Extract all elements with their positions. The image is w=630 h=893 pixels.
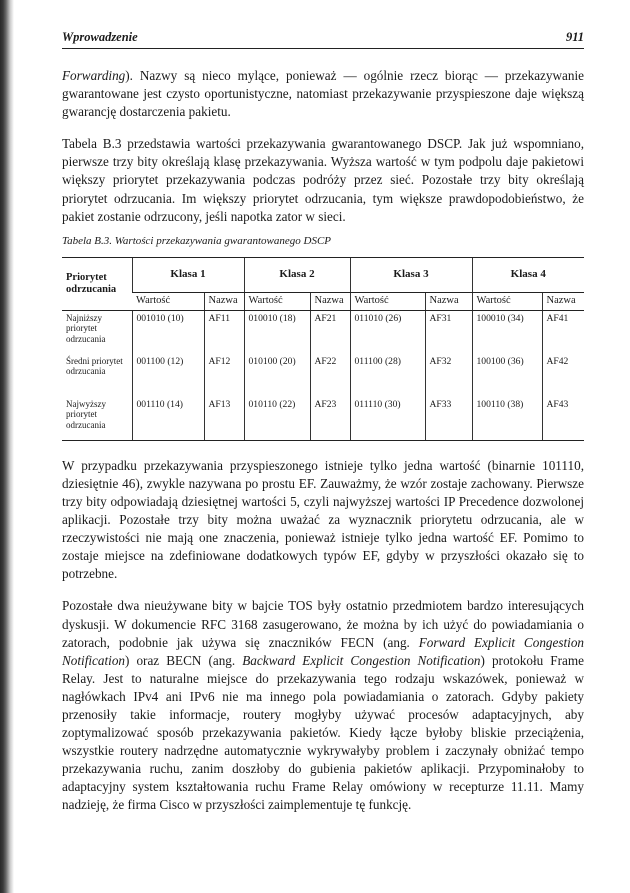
- value-cell: 001010 (10): [132, 310, 204, 354]
- text-segment: Tabela B.3 przedstawia wartości przekazywania gwarantowanego DSCP. Jak już wspomniano, pierwsze trzy bity określają klasę przekazywania. Wyższa wartość w tym podpolu daje pakietowi większy priorytet przekazywania podczas podróży przez sieć. Pozostałe trzy bity określają priorytet odrzucania. Im większy priorytet odrzucania, tym większe prawdopodobieństwo, że pakiet zostanie odrzucony, jeśli napotka zator w sieci.: [62, 136, 584, 224]
- text-segment: ). Nazwy są nieco mylące, ponieważ — ogólnie rzecz biorąc — przekazywanie gwarantowane jest czysto oportunistyczne, natomiast przekazywanie przyspieszone daje większą gwarancję dostarczenia pakietu.: [62, 68, 584, 120]
- name-subheader: Nazwa: [310, 292, 350, 310]
- name-cell: AF23: [310, 397, 350, 441]
- name-cell: AF13: [204, 397, 244, 441]
- value-cell: 001100 (12): [132, 354, 204, 397]
- binding-edge: [0, 0, 14, 893]
- value-cell: 011110 (30): [350, 397, 425, 441]
- name-cell: AF41: [542, 310, 584, 354]
- table-subheader-row: [62, 292, 584, 310]
- value-cell: 011100 (28): [350, 354, 425, 397]
- value-cell: 100100 (36): [472, 354, 542, 397]
- name-cell: AF31: [425, 310, 472, 354]
- paragraph-1: [62, 67, 584, 121]
- name-cell: AF42: [542, 354, 584, 397]
- name-cell: AF21: [310, 310, 350, 354]
- value-cell: 001110 (14): [132, 397, 204, 441]
- value-subheader: Wartość: [132, 292, 204, 310]
- text-segment: Pozostałe dwa nieużywane bity w bajcie TOS były ostatnio przedmiotem bardzo interesujących dyskusji. W dokumencie RFC 3168 zasugerowano, że można by ich użyć do powiadamiania o zatorach, podobnie jak używa się znaczników FECN (ang.: [62, 598, 584, 650]
- dscp-table: [62, 257, 584, 441]
- book-page: [62, 30, 584, 815]
- value-subheader: Wartość: [472, 292, 542, 310]
- value-cell: 011010 (26): [350, 310, 425, 354]
- priority-column-header: Priorytet odrzucania: [62, 257, 132, 310]
- italic-term: Forwarding: [62, 68, 126, 83]
- table-row: [62, 354, 584, 397]
- class-header: Klasa 4: [472, 257, 584, 292]
- priority-cell: Najwyższy priorytet odrzucania: [62, 397, 132, 441]
- name-cell: AF11: [204, 310, 244, 354]
- name-cell: AF32: [425, 354, 472, 397]
- value-subheader: Wartość: [350, 292, 425, 310]
- priority-cell: Średni priorytet odrzucania: [66, 355, 123, 377]
- priority-cell: Najniższy priorytet odrzucania: [66, 312, 106, 344]
- class-header: Klasa 1: [132, 257, 244, 292]
- italic-term: Backward Explicit Congestion Notification: [242, 652, 481, 668]
- paragraph-4: [62, 597, 584, 814]
- table-header-row: [62, 257, 584, 292]
- name-subheader: Nazwa: [542, 292, 584, 310]
- running-header: [62, 30, 584, 49]
- table-row: [62, 310, 584, 354]
- name-cell: AF12: [204, 354, 244, 397]
- value-cell: 010010 (18): [244, 310, 310, 354]
- table-row: [62, 397, 584, 441]
- value-cell: 100110 (38): [472, 397, 542, 441]
- name-cell: AF22: [310, 354, 350, 397]
- name-cell: AF43: [542, 397, 584, 441]
- chapter-title: Wprowadzenie: [62, 30, 138, 44]
- name-subheader: Nazwa: [204, 292, 244, 310]
- page-number: 911: [565, 30, 584, 44]
- value-subheader: Wartość: [244, 292, 310, 310]
- text-segment: W przypadku przekazywania przyspieszonego istnieje tylko jedna wartość (binarnie 101110, dziesiętnie 46), zwykle nazywana po prostu EF. Zauważmy, że wzór zostaje zachowany. Pierwsze trzy bity odpowiadają dziesiętnej wartości 5, czyli najwyższej wartości IP Precedence dozwolonej aplikacji. Pozostałe trzy bity można uważać za wyznacznik priorytetu odrzucania, ale w rzeczywistości nie mają one znaczenia, ponieważ istnieje tylko jedna wartość EF. Pomimo to zostaje miejsce na zdefiniowane dodatkowych typów EF, gdyby w przyszłości okazało się to potrzebne.: [62, 457, 584, 582]
- name-subheader: Nazwa: [425, 292, 472, 310]
- paragraph-3: [62, 457, 584, 584]
- value-cell: 100010 (34): [472, 310, 542, 354]
- table-caption: Tabela B.3. Wartości przekazywania gwarantowanego DSCP: [62, 234, 332, 247]
- italic-term: Forward Explicit Congestion Notification: [62, 634, 585, 668]
- text-segment: ) oraz BECN (ang.: [125, 652, 243, 668]
- paragraph-2: [62, 135, 584, 225]
- class-header: Klasa 2: [244, 257, 350, 292]
- value-cell: 010100 (20): [244, 354, 310, 397]
- text-segment: ) protokołu Frame Relay. Jest to naturalne miejsce do przekazywania tego rodzaju wskazówek, ponieważ w nagłówkach IPv4 ani IPv6 nie ma innego pola powiadamiania o zatorach. Gdyby pakiety przenosiły takie informacje, routery mogłyby używać procesów adaptacyjnych, aby zoptymalizować sposób przekazywania pakietów. Kiedy łącze byłoby bliskie przeciążenia, wszystkie routery nadrzędne automatycznie wykrywałyby problem i zaczynały obniżać tempo przekazywania ruchu, zanim doszłoby do gubienia pakietów aplikacji. Przypominałoby to adaptacyjny system kształtowania ruchu Frame Relay omówiony w recepturze 11.11. Mamy nadzieję, że firma Cisco w przyszłości zaimplementuje tę funkcję.: [62, 652, 584, 813]
- class-header: Klasa 3: [350, 257, 472, 292]
- value-cell: 010110 (22): [244, 397, 310, 441]
- name-cell: AF33: [425, 397, 472, 441]
